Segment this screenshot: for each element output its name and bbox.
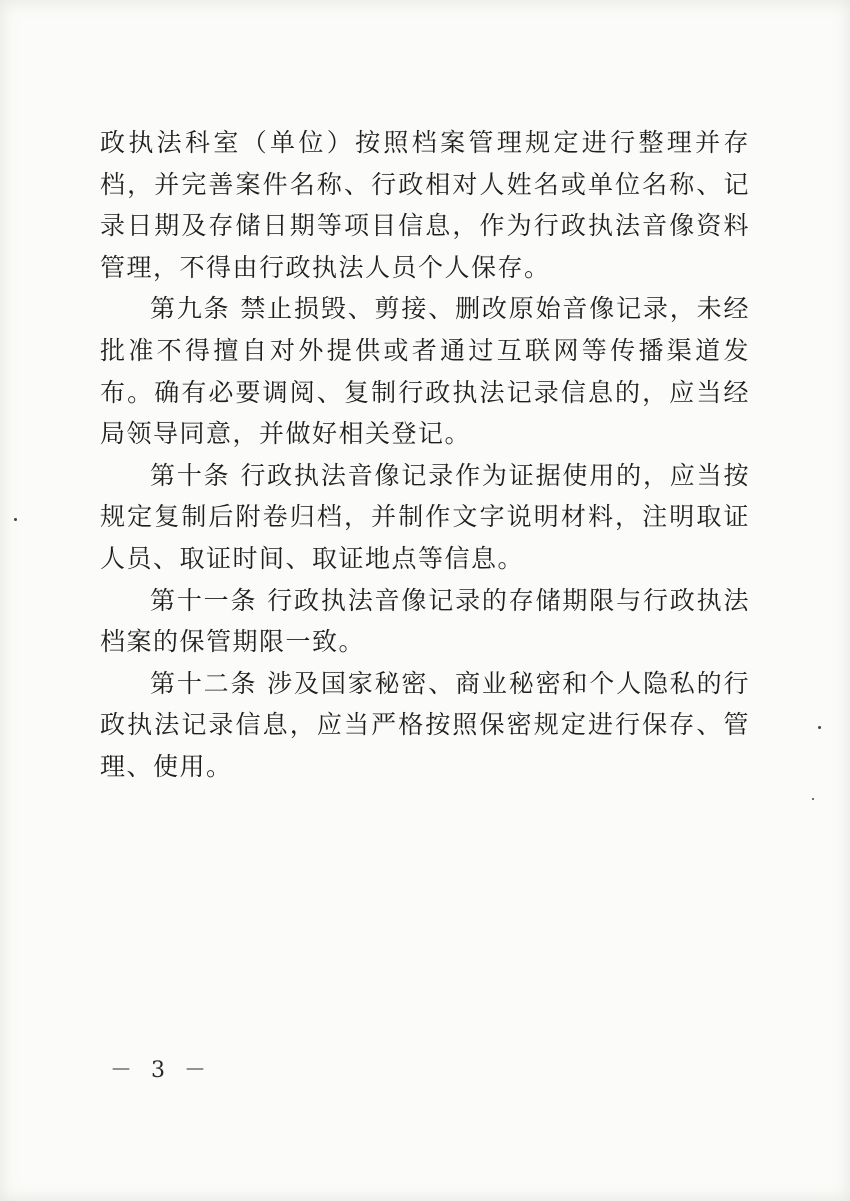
document-body [100, 122, 750, 788]
paragraph-article-10: 第十条 行政执法音像记录作为证据使用的，应当按规定复制后附卷归档，并制作文字说明材料，注明取证人员、取证时间、取证地点等信息。 [100, 460, 750, 573]
scan-speck [14, 518, 17, 521]
paragraph-article-11: 第十一条 行政执法音像记录的存储期限与行政执法档案的保管期限一致。 [100, 585, 750, 657]
page-number: － 3 － [110, 1058, 212, 1083]
paragraph-article-12: 第十二条 涉及国家秘密、商业秘密和个人隐私的行政执法记录信息，应当严格按照保密规定进行保存、管理、使用。 [100, 668, 750, 781]
paragraph-article-9: 第九条 禁止损毁、剪接、删改原始音像记录，未经批准不得擅自对外提供或者通过互联网等传播渠道发布。确有必要调阅、复制行政执法记录信息的，应当经局领导同意，并做好相关登记。 [100, 294, 750, 449]
scan-speck [812, 798, 814, 800]
paragraph-continuation: 政执法科室（单位）按照档案管理规定进行整理并存档，并完善案件名称、行政相对人姓名或单位名称、记录日期及存储日期等项目信息，作为行政执法音像资料管理，不得由行政执法人员个人保存。 [100, 128, 750, 282]
scan-speck [818, 726, 821, 729]
